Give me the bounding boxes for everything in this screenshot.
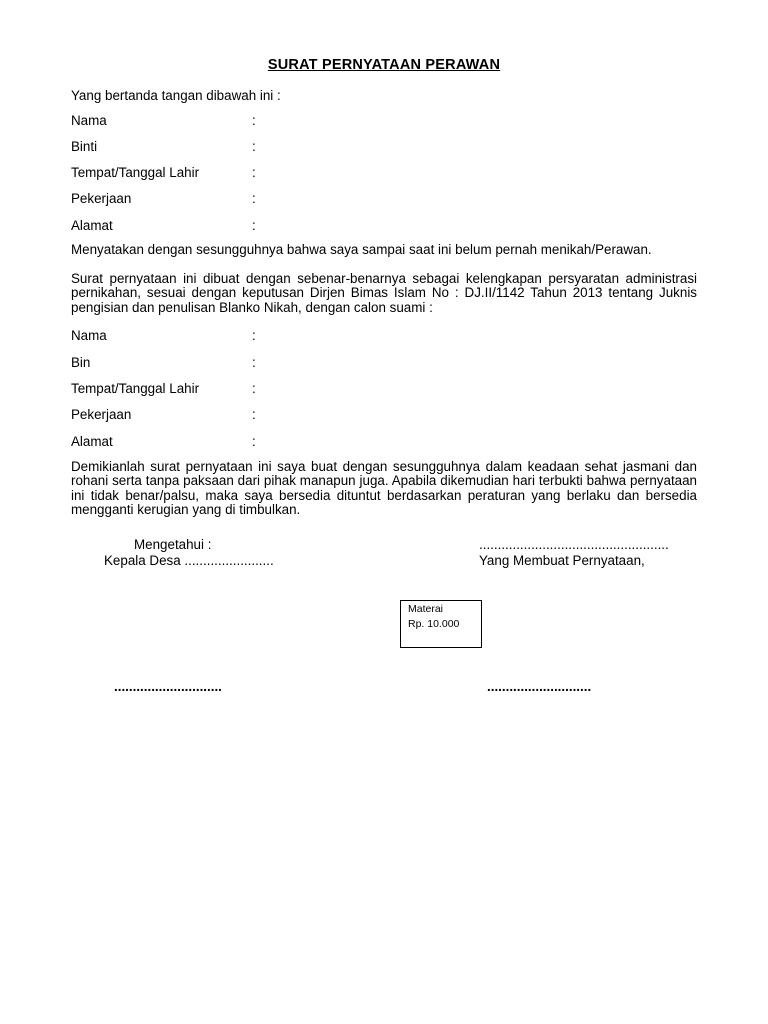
declarant-role: Yang Membuat Pernyataan, bbox=[479, 553, 645, 568]
acknowledged-heading: Mengetahui : bbox=[134, 537, 212, 552]
field-label-binti: Binti bbox=[71, 139, 98, 154]
field-label-tempat-tanggal-lahir: Tempat/Tanggal Lahir bbox=[71, 165, 200, 180]
village-head-name-line: ............................. bbox=[114, 679, 222, 694]
field-colon: : bbox=[252, 355, 256, 370]
stamp-label: Materai bbox=[408, 603, 444, 615]
groom-label-pekerjaan: Pekerjaan bbox=[71, 407, 132, 422]
intro-text: Yang bertanda tangan dibawah ini : bbox=[71, 88, 281, 103]
statement-paragraph-2: Surat pernyataan ini dibuat dengan sebenar-benarnya sebagai kelengkapan persyaratan administrasi pernikahan, sesuai dengan keputusan Dirjen Bimas Islam No : DJ.II/1142 Tahun 2013 tentang Juknis pengisian dan penulisan Blanko Nikah, dengan calon suami : bbox=[71, 271, 697, 315]
statement-paragraph-1: Menyatakan dengan sesungguhnya bahwa saya sampai saat ini belum pernah menikah/Perawan. bbox=[71, 242, 652, 257]
field-label-alamat: Alamat bbox=[71, 218, 113, 233]
field-colon: : bbox=[252, 218, 256, 233]
field-colon: : bbox=[252, 139, 256, 154]
field-label-pekerjaan: Pekerjaan bbox=[71, 191, 132, 206]
village-head-role: Kepala Desa ........................ bbox=[104, 553, 274, 568]
field-colon: : bbox=[252, 407, 256, 422]
field-colon: : bbox=[252, 191, 256, 206]
stamp-value: Rp. 10.000 bbox=[408, 618, 460, 630]
document-title: SURAT PERNYATAAN PERAWAN bbox=[267, 57, 501, 73]
declarant-name-line: ............................ bbox=[487, 679, 592, 694]
field-colon: : bbox=[252, 328, 256, 343]
field-label-nama: Nama bbox=[71, 113, 107, 128]
stamp-duty-box bbox=[400, 600, 482, 648]
groom-label-nama: Nama bbox=[71, 328, 107, 343]
field-colon: : bbox=[252, 434, 256, 449]
groom-label-tempat-tanggal-lahir: Tempat/Tanggal Lahir bbox=[71, 381, 200, 396]
field-colon: : bbox=[252, 381, 256, 396]
field-colon: : bbox=[252, 165, 256, 180]
groom-label-alamat: Alamat bbox=[71, 434, 113, 449]
field-colon: : bbox=[252, 113, 256, 128]
closing-paragraph: Demikianlah surat pernyataan ini saya buat dengan sesungguhnya dalam keadaan sehat jasmani dan rohani serta tanpa paksaan dari pihak manapun juga. Apabila dikemudian hari terbukti bahwa pernyataan ini tidak benar/palsu, maka saya bersedia dituntut berdasarkan peraturan yang berlaku dan bersedia mengganti kerugian yang di timbulkan. bbox=[71, 459, 697, 517]
place-date-line: ................................................... bbox=[479, 537, 669, 552]
groom-label-bin: Bin bbox=[71, 355, 91, 370]
